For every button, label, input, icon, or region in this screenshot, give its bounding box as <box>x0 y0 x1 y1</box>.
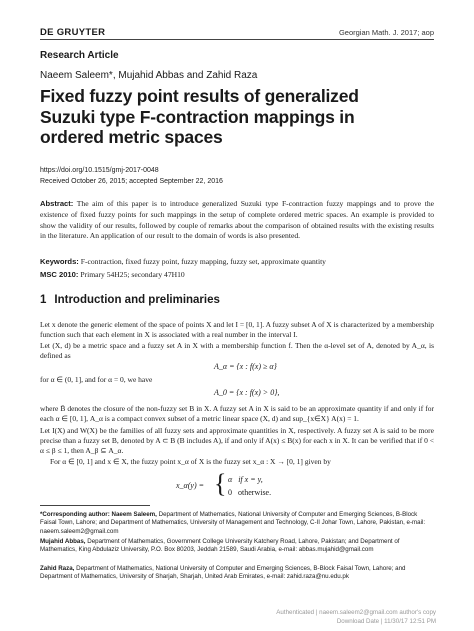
doi-link[interactable]: https://doi.org/10.1515/gmj-2017-0048 <box>40 167 159 174</box>
footnote-text: Department of Mathematics, National University of Computer and Emerging Sciences, B-Block Faisal Town, Lahore; and Department of Mathematics, University of Sharjah, Sharjah, United Arab Emirates, e-mail: zahid.raza@nu.edu.pk <box>40 565 406 581</box>
msc-label: MSC 2010: <box>40 270 79 279</box>
piecewise-equation <box>176 469 326 499</box>
body-paragraph: Let I(X) and W(X) be the families of all fuzzy sets and approximate quantities in X, respectively. A fuzzy set A is said to be more precise than a fuzzy set B, denoted by A ⊂ B (B includes A), if and only if A(x) ≤ B(x) for each x in X. It can be verified that if 0 < α ≤ β ≤ 1, then A_β ⊆ A_α. <box>40 426 434 455</box>
page-header <box>0 0 474 44</box>
footnote-text: Department of Mathematics, Government College University Katchery Road, Lahore, Pakistan; and Department of Mathematics, King Abdulaziz University, P.O. Box 80203, Jeddah 21589, Saudi Arabia, e-mail: abbas.mujahid@gmail.com <box>40 538 400 554</box>
body-paragraph: where B̄ denotes the closure of the non-fuzzy set B in X. A fuzzy set A in X is said to be an approximate quantity if and only if for each α ∈ [0, 1], A_α is a compact convex subset of a metric linear space (X, d) and sup_{x∈X} A(x) = 1. <box>40 404 434 423</box>
article-title <box>40 86 440 148</box>
keywords-label: Keywords: <box>40 257 79 266</box>
equation-lhs: x_α(y) = <box>176 481 205 490</box>
body-paragraph: Let x denote the generic element of the space of points X and let I = [0, 1]. A fuzzy subset A of X is characterized by a membership function such that each element in X is associated with a real number in the interval I. <box>40 320 434 339</box>
keywords-text: F-contraction, fixed fuzzy point, fuzzy mapping, fuzzy set, approximate quantity <box>80 257 326 266</box>
body-paragraph: For α ∈ [0, 1] and x ∈ X, the fuzzy point x_α of X is the fuzzy set x_α : X → [0, 1] given by <box>50 457 331 466</box>
title-line: Suzuki type F-contraction mappings in <box>40 106 355 127</box>
body-paragraph: Let (X, d) be a metric space and a fuzzy set A in X with a membership function f. Then the α-level set of A, denoted by A_α, is defined as <box>40 341 434 360</box>
title-line: Fixed fuzzy point results of generalized <box>40 86 359 106</box>
msc-text: Primary 54H25; secondary 47H10 <box>80 270 185 279</box>
left-brace: { <box>214 469 227 498</box>
section-title: Introduction and preliminaries <box>54 294 220 306</box>
keywords <box>40 257 434 266</box>
footnote-corresponding-author <box>40 511 434 536</box>
page-footer <box>276 608 436 626</box>
equation-case: α if x = y, <box>228 475 263 484</box>
footnote-author <box>40 538 434 555</box>
publisher-name: DE GRUYTER <box>40 27 106 38</box>
received-dates: Received October 26, 2015; accepted September 22, 2016 <box>40 178 223 185</box>
equation: A_0 = {x : f(x) > 0}, <box>214 388 280 397</box>
section-number: 1 <box>40 294 47 306</box>
download-date: Download Date | 11/30/17 12:51 PM <box>336 618 436 625</box>
footnote-author <box>40 565 434 582</box>
equation: A_α = {x : f(x) ≥ α} <box>214 362 277 371</box>
abstract-label: Abstract: <box>40 199 74 208</box>
equation-case: 0 otherwise. <box>228 488 272 497</box>
abstract <box>40 199 434 242</box>
header-divider <box>40 39 434 40</box>
footnote-label: Zahid Raza, <box>40 565 75 572</box>
footnote-text: Department of Mathematics, National University of Computer and Emerging Sciences, B-Block Faisal Town, Lahore; and Department of Mathematics, University of Management and Technology, C-II Johar Town, Lahore, Pakistan, e-mail: naeem.saleem2@gmail.com <box>40 511 426 535</box>
footnote-label: Mujahid Abbas, <box>40 538 86 545</box>
title-line: ordered metric spaces <box>40 127 223 147</box>
body-paragraph: for α ∈ (0, 1], and for α = 0, we have <box>40 375 153 384</box>
abstract-text: The aim of this paper is to introduce generalized Suzuki type F-contraction fuzzy mappings and to prove the existence of fixed fuzzy points for such mappings in the setup of complete ordered metric spaces. An example is provided to show the validity of our results, followed by couple of remarks about the comparison of obtained results with the existing results in the literature. An application of our result to the domain of words is also presented. <box>40 199 434 241</box>
article-type: Research Article <box>40 50 119 61</box>
section-heading <box>40 294 220 306</box>
authentication-note: Authenticated | naeem.saleem2@gmail.com author's copy <box>276 609 436 616</box>
journal-citation: Georgian Math. J. 2017; aop <box>338 28 434 37</box>
footnote-divider <box>40 505 150 506</box>
author-list: Naeem Saleem*, Mujahid Abbas and Zahid Raza <box>40 70 258 81</box>
footnote-label: *Corresponding author: Naeem Saleem, <box>40 511 157 518</box>
msc-classification <box>40 270 434 279</box>
